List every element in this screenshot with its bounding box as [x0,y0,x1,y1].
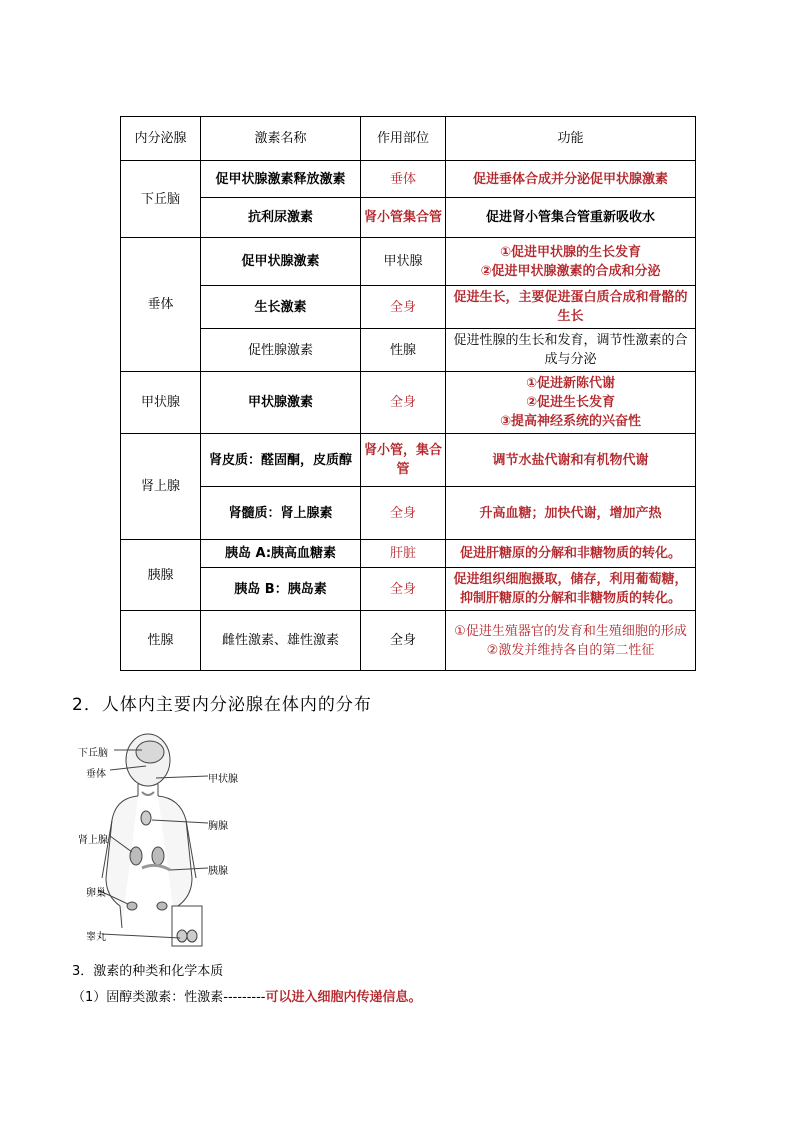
hormone-cell: 抗利尿激素 [201,198,361,238]
function-line: ②促进甲状腺激素的合成和分泌 [480,263,661,279]
site-cell: 肾小管集合管 [361,198,446,238]
function-cell [446,238,696,286]
header-hormone: 激素名称 [201,117,361,161]
hormone-cell: 胰岛 B：胰岛素 [201,568,361,611]
function-line: ①促进新陈代谢 [525,376,615,391]
table-row [121,540,696,568]
function-line: ①促进生殖器官的发育和生殖细胞的形成 [454,623,687,639]
table-row [121,161,696,198]
table-row [121,487,696,540]
label-adrenal: 肾上腺 [78,835,108,846]
gland-cell: 性腺 [121,611,201,671]
label-hypothalamus: 下丘脑 [78,748,108,759]
site-cell: 全身 [361,568,446,611]
hormone-cell: 促甲状腺激素释放激素 [201,161,361,198]
table-row [121,372,696,434]
gland-cell: 肾上腺 [121,434,201,540]
label-pancreas: 胰腺 [208,866,228,877]
function-cell: 促进性腺的生长和发育，调节性激素的合成与分泌 [446,329,696,372]
site-cell: 性腺 [361,329,446,372]
gland-cell: 下丘脑 [121,161,201,238]
table-header-row [121,117,696,161]
function-line: ③提高神经系统的兴奋性 [499,414,641,429]
function-line: ②促进生长发育 [525,395,615,410]
section-3-title: 3．激素的种类和化学本质 [72,964,224,979]
function-cell: 促进垂体合成并分泌促甲状腺激素 [446,161,696,198]
site-cell: 垂体 [361,161,446,198]
site-cell: 肝脏 [361,540,446,568]
function-cell: 升高血糖；加快代谢，增加产热 [446,487,696,540]
hormone-table [120,116,696,671]
site-cell: 全身 [361,286,446,329]
gland-cell: 垂体 [121,238,201,372]
function-cell [446,372,696,434]
function-cell: 调节水盐代谢和有机物代谢 [446,434,696,487]
header-function: 功能 [446,117,696,161]
function-cell [446,611,696,671]
hormone-cell: 甲状腺激素 [201,372,361,434]
table-row [121,329,696,372]
label-thymus: 胸腺 [208,821,228,832]
section-2-title: 2．人体内主要内分泌腺在体内的分布 [72,695,372,715]
table-row [121,238,696,286]
hormone-cell: 肾皮质：醛固酮，皮质醇 [201,434,361,487]
endocrine-gland-figure [76,728,238,948]
gland-cell: 胰腺 [121,540,201,611]
site-cell: 甲状腺 [361,238,446,286]
header-gland: 内分泌腺 [121,117,201,161]
hormone-cell: 雌性激素、雄性激素 [201,611,361,671]
hormone-cell: 肾髓质：肾上腺素 [201,487,361,540]
header-site: 作用部位 [361,117,446,161]
table-row [121,611,696,671]
gland-cell: 甲状腺 [121,372,201,434]
subsection-1 [72,986,422,1005]
table-row [121,198,696,238]
hormone-cell: 促性腺激素 [201,329,361,372]
table-row [121,434,696,487]
subsection-1-text: （1）固醇类激素：性激素--------- [72,990,266,1005]
hormone-cell: 促甲状腺激素 [201,238,361,286]
site-cell: 全身 [361,611,446,671]
function-line: ①促进甲状腺的生长发育 [499,244,641,260]
label-testis: 睾丸 [86,932,106,943]
hormone-cell: 胰岛 A:胰高血糖素 [201,540,361,568]
function-cell: 促进肾小管集合管重新吸收水 [446,198,696,238]
label-pituitary: 垂体 [86,769,106,780]
site-cell: 全身 [361,372,446,434]
site-cell: 全身 [361,487,446,540]
function-line: ②激发并维持各自的第二性征 [486,642,655,658]
label-ovary: 卵巢 [86,888,106,899]
function-cell: 促进生长，主要促进蛋白质合成和骨骼的生长 [446,286,696,329]
subsection-1-red-text: 可以进入细胞内传递信息。 [265,990,422,1005]
function-cell: 促进肝糖原的分解和非糖物质的转化。 [446,540,696,568]
site-cell: 肾小管，集合管 [361,434,446,487]
label-thyroid: 甲状腺 [208,774,238,785]
function-cell: 促进组织细胞摄取，储存，利用葡萄糖，抑制肝糖原的分解和非糖物质的转化。 [446,568,696,611]
table-row [121,286,696,329]
table-row [121,568,696,611]
hormone-cell: 生长激素 [201,286,361,329]
